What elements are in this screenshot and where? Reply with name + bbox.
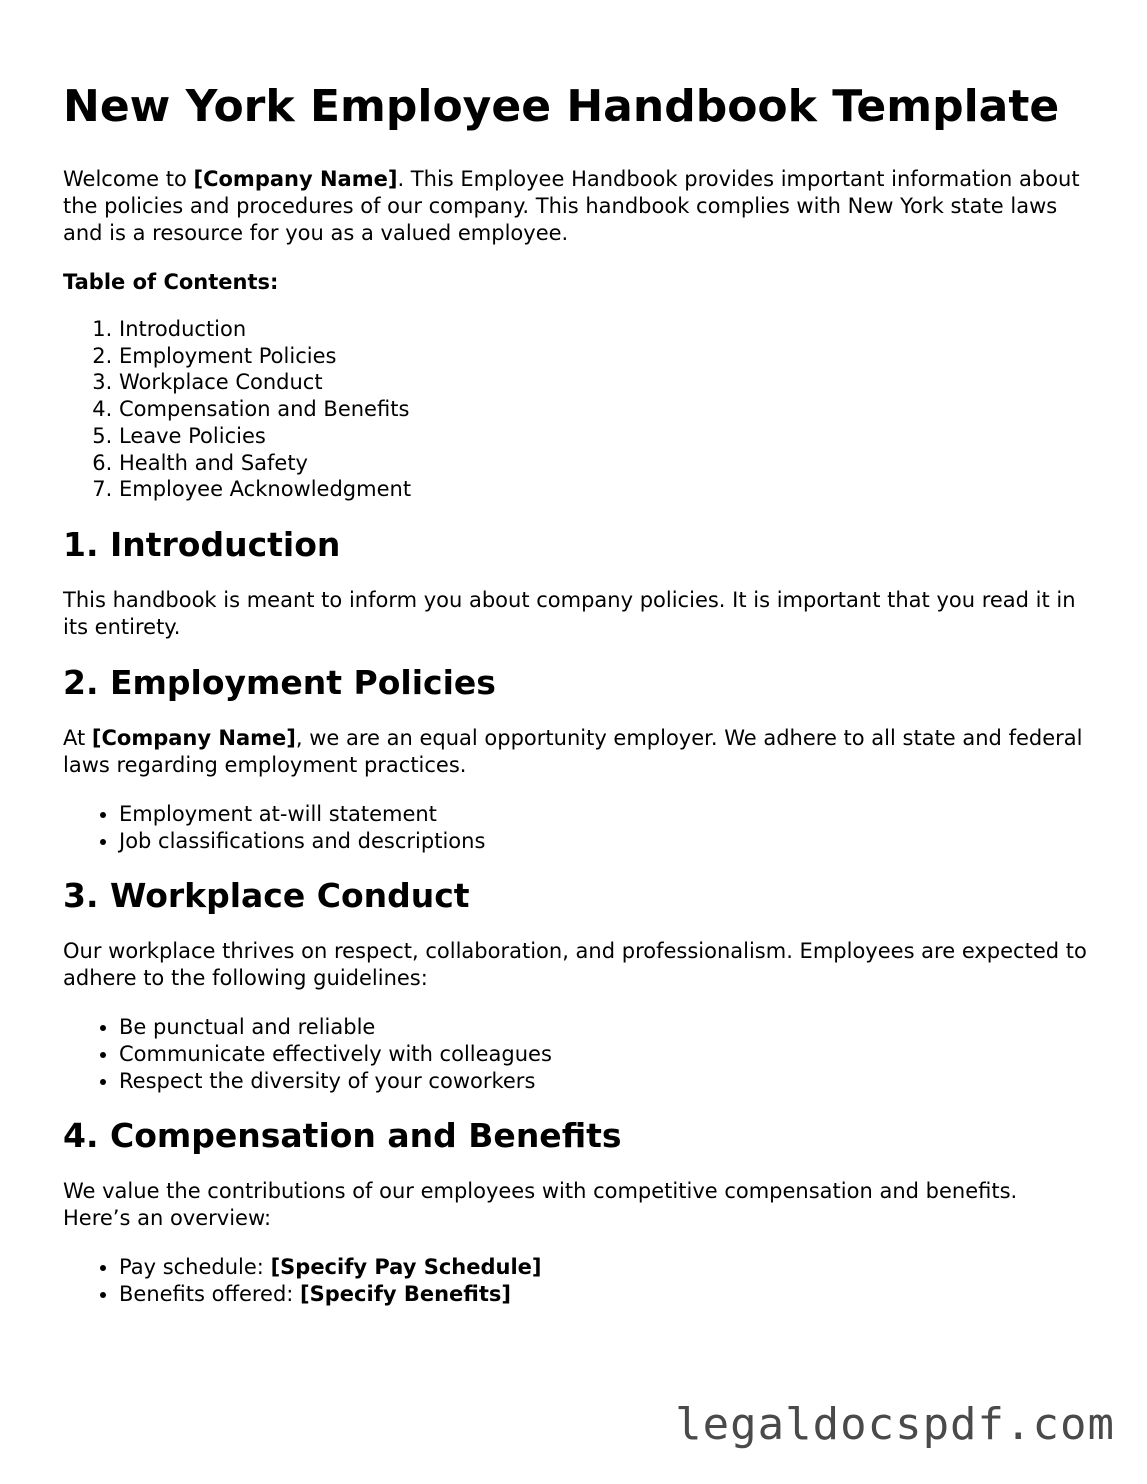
pay-schedule-label: Pay schedule: — [119, 1255, 271, 1280]
section-heading-employment: 2. Employment Policies — [63, 662, 496, 702]
list-item — [119, 1281, 1088, 1308]
site-watermark: legaldocspdf.com — [675, 1399, 1115, 1450]
document-title: New York Employee Handbook Template — [63, 81, 1060, 132]
benefits-placeholder: [Specify Benefits] — [300, 1282, 511, 1307]
toc-item-introduction: 1. Introduction — [119, 316, 1088, 343]
list-item: • Respect the diversity of your coworkers — [119, 1068, 1088, 1095]
table-of-contents — [63, 316, 1088, 503]
benefits-label: Benefits offered: — [119, 1282, 301, 1307]
toc-item-workplace-conduct: 3. Workplace Conduct — [119, 369, 1088, 396]
list-item: • Employment at-will statement — [119, 801, 1088, 828]
section-heading-conduct: 3. Workplace Conduct — [63, 876, 470, 916]
toc-item-leave-policies: 5. Leave Policies — [119, 423, 1088, 450]
toc-item-acknowledgment: 7. Employee Acknowledgment — [119, 476, 1088, 503]
employment-suffix: , we are an equal opportunity employer. We adhere to all state and federal laws regarding employment practices. — [63, 725, 1083, 777]
company-name-placeholder: [Company Name] — [91, 725, 296, 750]
section-heading-compensation: 4. Compensation and Benefits — [63, 1116, 622, 1156]
intro-prefix: Welcome to — [63, 167, 194, 191]
document-page — [63, 80, 1088, 1330]
intro-suffix: . This Employee Handbook provides important information about the policies and procedures of our company. This handbook complies with New York state laws and is a resource for you as a valued employee. — [63, 167, 1080, 245]
introduction-body: This handbook is meant to inform you about company policies. It is important that you read it in its entirety. — [63, 587, 1076, 639]
list-item: • Be punctual and reliable — [119, 1014, 1088, 1041]
list-item: • Job classifications and descriptions — [119, 828, 1088, 855]
pay-schedule-placeholder: [Specify Pay Schedule] — [270, 1255, 542, 1280]
conduct-body: Our workplace thrives on respect, collaboration, and professionalism. Employees are expected to adhere to the following guidelines: — [63, 939, 1087, 991]
employment-bullet-list — [63, 801, 1088, 854]
conduct-bullet-list — [63, 1014, 1088, 1094]
list-item: • Communicate effectively with colleagues — [119, 1041, 1088, 1068]
compensation-bullet-list — [63, 1254, 1088, 1307]
employment-body — [63, 725, 1088, 779]
employment-prefix: At — [63, 725, 92, 750]
compensation-body: We value the contributions of our employees with competitive compensation and benefits. Here’s an overview: — [63, 1179, 1018, 1231]
toc-item-employment-policies: 2. Employment Policies — [119, 343, 1088, 370]
company-name-placeholder: [Company Name] — [193, 167, 398, 191]
toc-item-health-safety: 6. Health and Safety — [119, 450, 1088, 477]
section-heading-introduction: 1. Introduction — [63, 524, 341, 564]
list-item — [119, 1254, 1088, 1281]
toc-heading: Table of Contents: — [63, 270, 279, 294]
toc-item-compensation: 4. Compensation and Benefits — [119, 396, 1088, 423]
intro-paragraph — [63, 166, 1088, 247]
